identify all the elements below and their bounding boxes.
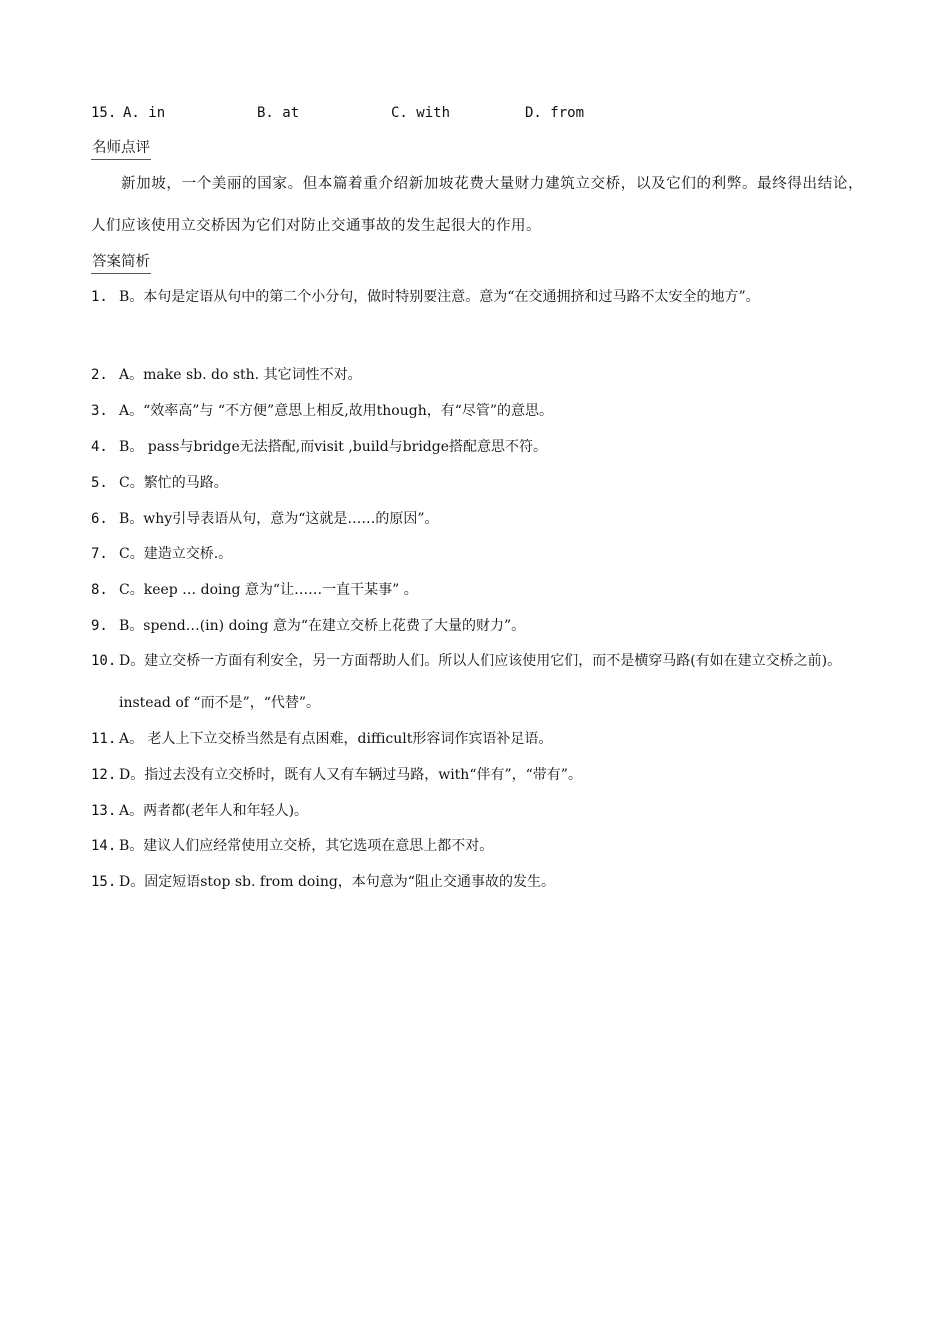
answer-text: D。建立交桥一方面有利安全，另一方面帮助人们。所以人们应该使用它们，而不是横穿马路(有如在建立交桥之前)。instead of “而不是”，“代替”。 (119, 653, 842, 711)
answer-number: 2. (91, 367, 108, 383)
review-heading: 名师点评 (91, 137, 151, 160)
answer-text: A。两者都(老年人和年轻人)。 (119, 803, 309, 819)
answer-text: B。本句是定语从句中的第二个小分句，做时特别要注意。意为“在交通拥挤和过马路不太安全的地方”。 (119, 289, 760, 305)
answer-text: C。繁忙的马路。 (119, 475, 228, 491)
answer-item (91, 615, 863, 637)
answer-number: 3. (91, 403, 108, 419)
answer-text: D。指过去没有立交桥时，既有人又有车辆过马路，with“伴有”，“带有”。 (119, 767, 582, 783)
answer-text: C。建造立交桥.。 (119, 546, 233, 562)
option-d: D. from (525, 105, 585, 121)
option-c: C. with (391, 105, 451, 121)
answer-item (91, 400, 863, 422)
answer-number: 7. (91, 546, 108, 562)
answer-item (91, 764, 863, 786)
answer-number: 8. (91, 582, 108, 598)
answer-text: D。固定短语stop sb. from doing，本句意为“阻止交通事故的发生。 (119, 874, 555, 890)
answer-item (91, 472, 863, 494)
answer-item (91, 800, 863, 822)
answer-item (91, 728, 863, 750)
answer-text: B。建议人们应经常使用立交桥，其它选项在意思上都不对。 (119, 838, 494, 854)
answer-item (91, 364, 863, 386)
answer-item (91, 871, 863, 893)
answer-number: 4. (91, 439, 108, 455)
answer-number: 9. (91, 618, 108, 634)
answer-number: 13. (91, 803, 117, 819)
answer-number: 14. (91, 838, 117, 854)
answer-item (91, 543, 863, 565)
answer-number: 11. (91, 731, 117, 747)
answer-item (91, 436, 863, 458)
answer-text: B。 pass与bridge无法搭配,而visit ,build与bridge搭配意思不符。 (119, 439, 548, 455)
answers-heading: 答案简析 (91, 251, 151, 274)
answer-text: A。make sb. do sth. 其它词性不对。 (119, 367, 362, 383)
answer-text: B。spend…(in) doing 意为“在建立交桥上花费了大量的财力”。 (119, 618, 526, 634)
answer-item (91, 835, 863, 857)
review-paragraph: 新加坡，一个美丽的国家。但本篇着重介绍新加坡花费大量财力建筑立交桥，以及它们的利弊。最终得出结论，人们应该使用立交桥因为它们对防止交通事故的发生起很大的作用。 (91, 176, 863, 234)
answer-number: 6. (91, 511, 108, 527)
answer-text: A。“效率高”与 “不方便”意思上相反,故用though，有“尽管”的意思。 (119, 403, 554, 419)
question-15-options (91, 102, 585, 124)
answer-number: 5. (91, 475, 108, 491)
question-number: 15. (91, 105, 117, 121)
answer-text: A。 老人上下立交桥当然是有点困难，difficult形容词作宾语补足语。 (119, 731, 553, 747)
answer-text: C。keep … doing 意为“让……一直干某事” 。 (119, 582, 418, 598)
option-a: A. in (123, 105, 166, 121)
answer-item (91, 640, 863, 724)
answer-text: B。why引导表语从句，意为“这就是……的原因”。 (119, 511, 439, 527)
answer-item (91, 508, 863, 530)
answer-number: 1. (91, 289, 108, 305)
option-b: B. at (257, 105, 300, 121)
answer-number: 15. (91, 874, 117, 890)
answer-number: 12. (91, 767, 117, 783)
answer-item (91, 276, 863, 318)
answer-item (91, 579, 863, 601)
answer-number: 10. (91, 653, 117, 669)
